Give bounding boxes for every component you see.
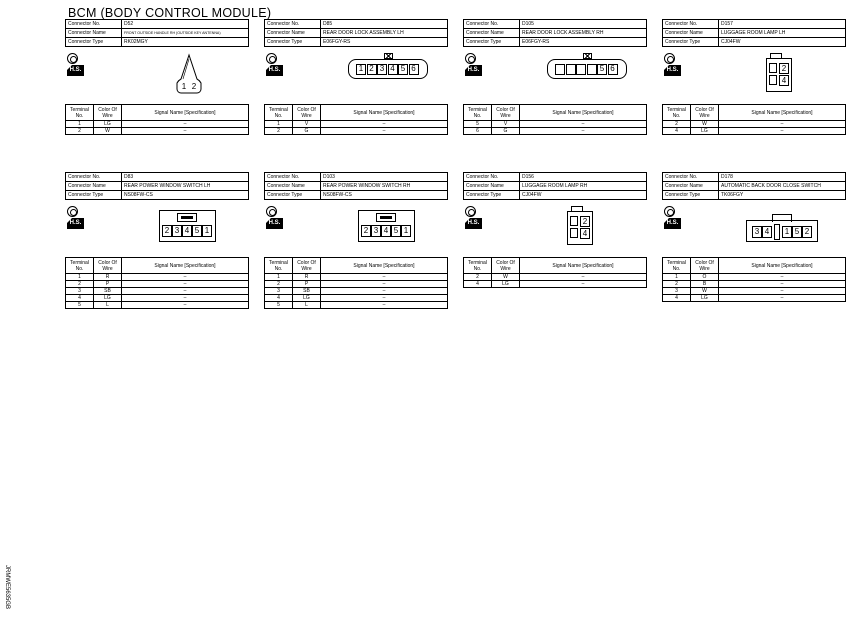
connector-no: D178	[719, 173, 846, 182]
signal-name: –	[122, 302, 249, 309]
connector-info-table	[264, 19, 448, 47]
color-of-wire-header: Color Of Wire	[691, 105, 719, 121]
connector-name-label: Connector Name	[663, 29, 719, 38]
connector-name: FRONT OUTSIDE HANDLE RH (OUTSIDE KEY ANTENNA)	[122, 29, 249, 38]
connector-no: D156	[520, 173, 647, 182]
pin-label: 2	[363, 226, 369, 235]
connector-type-label: Connector Type	[265, 38, 321, 47]
pin-label: 4	[383, 226, 389, 235]
connector-face	[169, 53, 209, 95]
terminal-row	[663, 274, 846, 281]
terminal-no-header: Terminal No.	[66, 105, 94, 121]
terminal-no: 5	[464, 121, 492, 128]
terminal-no: 1	[66, 274, 94, 281]
connector-type-label: Connector Type	[66, 191, 122, 200]
wire-color: LG	[691, 295, 719, 302]
connector-name: REAR DOOR LOCK ASSEMBLY RH	[520, 29, 647, 38]
color-of-wire-header: Color Of Wire	[492, 105, 520, 121]
hs-badge: H.S.	[266, 65, 283, 76]
connector-info-table	[65, 19, 249, 47]
wire-color: W	[691, 288, 719, 295]
harness-side-icon	[266, 53, 277, 64]
signal-name: –	[321, 295, 448, 302]
connector-type: E06FGY-RS	[520, 38, 647, 47]
wire-color: L	[293, 302, 321, 309]
wire-color: W	[691, 121, 719, 128]
pin-label: 4	[582, 229, 588, 238]
connector-type: NS08FW-CS	[122, 191, 249, 200]
terminal-no: 1	[265, 121, 293, 128]
signal-name: –	[719, 288, 846, 295]
hs-badge: H.S.	[67, 218, 84, 229]
terminal-row	[663, 121, 846, 128]
signal-name: –	[520, 121, 647, 128]
figure-code-text: JRMWE5635GB	[4, 564, 10, 609]
terminal-row	[464, 281, 647, 288]
terminal-row	[66, 302, 249, 309]
terminal-no: 2	[66, 128, 94, 135]
connector-face	[547, 59, 629, 83]
pin-label: 5	[794, 227, 800, 236]
terminal-row	[663, 128, 846, 135]
wire-color: R	[94, 274, 122, 281]
hs-badge: H.S.	[67, 65, 84, 76]
connector-name-label: Connector Name	[265, 182, 321, 191]
connector-type-label: Connector Type	[265, 191, 321, 200]
connector-no-label: Connector No.	[663, 173, 719, 182]
terminal-no: 2	[66, 281, 94, 288]
signal-name: –	[719, 128, 846, 135]
connector-info-table	[662, 19, 846, 47]
hs-symbol	[664, 53, 681, 77]
color-of-wire-header: Color Of Wire	[94, 258, 122, 274]
connector-face	[766, 53, 794, 95]
terminal-no: 3	[663, 288, 691, 295]
connector-no: D52	[122, 20, 249, 29]
pin-label: 1	[403, 226, 409, 235]
signal-name-header: Signal Name [Specification]	[321, 105, 448, 121]
pin-label: 4	[390, 64, 395, 73]
terminal-row	[464, 274, 647, 281]
color-of-wire-header: Color Of Wire	[293, 258, 321, 274]
signal-name-header: Signal Name [Specification]	[321, 258, 448, 274]
harness-side-icon	[664, 206, 675, 217]
pin-label: 4	[184, 226, 190, 235]
signal-name: –	[321, 274, 448, 281]
terminal-no: 4	[663, 295, 691, 302]
terminal-no-header: Terminal No.	[663, 258, 691, 274]
pin-label: 1	[784, 227, 790, 236]
connector-name: LUGGAGE ROOM LAMP LH	[719, 29, 846, 38]
terminal-no: 4	[464, 281, 492, 288]
signal-name-header: Signal Name [Specification]	[122, 105, 249, 121]
signal-name: –	[719, 121, 846, 128]
wire-color: LG	[94, 295, 122, 302]
connector-no: D85	[321, 20, 448, 29]
connector-block-d52	[65, 19, 249, 135]
terminal-no: 5	[66, 302, 94, 309]
harness-side-icon	[664, 53, 675, 64]
terminal-no: 4	[66, 295, 94, 302]
hs-symbol	[266, 206, 283, 230]
hs-symbol	[67, 53, 84, 77]
connector-diagram	[662, 47, 846, 104]
connector-no-label: Connector No.	[265, 20, 321, 29]
connector-diagram	[264, 200, 448, 257]
terminal-no-header: Terminal No.	[464, 258, 492, 274]
color-of-wire-header: Color Of Wire	[691, 258, 719, 274]
signal-name: –	[321, 302, 448, 309]
terminal-row	[265, 128, 448, 135]
connector-name-label: Connector Name	[265, 29, 321, 38]
hs-badge: H.S.	[664, 65, 681, 76]
signal-name-header: Signal Name [Specification]	[122, 258, 249, 274]
harness-side-icon	[67, 53, 78, 64]
wire-color: LG	[94, 121, 122, 128]
signal-name: –	[719, 281, 846, 288]
pin-label: 5	[393, 226, 399, 235]
pin-label: 3	[754, 227, 760, 236]
connector-info-table	[463, 19, 647, 47]
terminal-row	[265, 295, 448, 302]
wire-color: V	[492, 121, 520, 128]
connector-no-label: Connector No.	[265, 173, 321, 182]
figure-code	[1, 560, 11, 620]
terminal-row	[265, 302, 448, 309]
connector-type-label: Connector Type	[464, 191, 520, 200]
terminal-no: 3	[265, 288, 293, 295]
connector-no-label: Connector No.	[66, 20, 122, 29]
terminal-table	[662, 104, 846, 135]
connector-diagram	[264, 47, 448, 104]
signal-name: –	[520, 281, 647, 288]
terminal-table	[463, 257, 647, 288]
signal-name: –	[719, 274, 846, 281]
terminal-row	[663, 295, 846, 302]
pin-label: 6	[411, 64, 416, 73]
connector-name-label: Connector Name	[464, 29, 520, 38]
wire-color: LG	[293, 295, 321, 302]
signal-name: –	[122, 295, 249, 302]
wire-color: G	[492, 128, 520, 135]
terminal-row	[66, 295, 249, 302]
harness-side-icon	[465, 206, 476, 217]
terminal-no: 6	[464, 128, 492, 135]
connector-info-table	[264, 172, 448, 200]
terminal-table	[264, 257, 448, 309]
connector-face	[358, 210, 418, 244]
hs-symbol	[664, 206, 681, 230]
connector-face	[567, 206, 595, 248]
pin-label: 2	[369, 64, 374, 73]
connector-name-label: Connector Name	[464, 182, 520, 191]
pin-label: 2	[781, 64, 787, 73]
hs-badge: H.S.	[664, 218, 681, 229]
pin-label: 3	[373, 226, 379, 235]
pin-label: 1	[358, 64, 364, 73]
signal-name: –	[122, 274, 249, 281]
connector-info-table	[463, 172, 647, 200]
pin-label: 4	[781, 76, 787, 85]
signal-name-header: Signal Name [Specification]	[719, 258, 846, 274]
connector-name: AUTOMATIC BACK DOOR CLOSE SWITCH	[719, 182, 846, 191]
wire-color: LG	[691, 128, 719, 135]
connector-type-label: Connector Type	[663, 38, 719, 47]
connector-type: CJ04FW	[520, 191, 647, 200]
terminal-row	[66, 128, 249, 135]
terminal-table	[463, 104, 647, 135]
signal-name: –	[321, 288, 448, 295]
connector-diagram	[662, 200, 846, 257]
terminal-no: 4	[265, 295, 293, 302]
terminal-no: 2	[663, 281, 691, 288]
hs-symbol	[465, 53, 482, 77]
terminal-row	[66, 121, 249, 128]
terminal-no: 4	[663, 128, 691, 135]
harness-side-icon	[465, 53, 476, 64]
terminal-row	[265, 281, 448, 288]
connector-diagram	[463, 200, 647, 257]
terminal-row	[66, 274, 249, 281]
terminal-table	[65, 104, 249, 135]
connector-type: RK02MGY	[122, 38, 249, 47]
hs-badge: H.S.	[465, 65, 482, 76]
signal-name: –	[122, 288, 249, 295]
terminal-no-header: Terminal No.	[265, 258, 293, 274]
hs-badge: H.S.	[266, 218, 283, 229]
terminal-no: 1	[265, 274, 293, 281]
pin-label: 1	[204, 226, 210, 235]
connector-block-d105	[463, 19, 647, 135]
terminal-no: 2	[265, 281, 293, 288]
connector-diagram	[65, 47, 249, 104]
terminal-no-header: Terminal No.	[464, 105, 492, 121]
terminal-table	[662, 257, 846, 302]
connector-no-label: Connector No.	[464, 20, 520, 29]
connector-diagram	[463, 47, 647, 104]
terminal-table	[264, 104, 448, 135]
connector-face	[159, 210, 219, 244]
connector-name: LUGGAGE ROOM LAMP RH	[520, 182, 647, 191]
pin-label: 5	[599, 64, 605, 73]
wire-color: SB	[94, 288, 122, 295]
color-of-wire-header: Color Of Wire	[492, 258, 520, 274]
wire-color: L	[94, 302, 122, 309]
connector-block-d85	[264, 19, 448, 135]
connector-no: D103	[321, 173, 448, 182]
pin-label: 3	[174, 226, 180, 235]
connector-name: REAR POWER WINDOW SWITCH RH	[321, 182, 448, 191]
wire-color: R	[293, 274, 321, 281]
terminal-no: 5	[265, 302, 293, 309]
terminal-no: 2	[663, 121, 691, 128]
signal-name-header: Signal Name [Specification]	[719, 105, 846, 121]
terminal-row	[265, 121, 448, 128]
connector-block-d157	[662, 19, 846, 135]
connector-no: D157	[719, 20, 846, 29]
connector-name-label: Connector Name	[66, 182, 122, 191]
signal-name: –	[122, 281, 249, 288]
signal-name: –	[321, 281, 448, 288]
pin-label: 2	[804, 227, 810, 236]
connector-name-label: Connector Name	[66, 29, 122, 38]
wire-color: O	[691, 274, 719, 281]
pin-label: 2	[164, 226, 170, 235]
signal-name: –	[520, 274, 647, 281]
wire-color: W	[492, 274, 520, 281]
terminal-row	[464, 121, 647, 128]
hs-symbol	[67, 206, 84, 230]
connector-block-d103	[264, 172, 448, 309]
terminal-no: 1	[663, 274, 691, 281]
connector-type: CJ04FW	[719, 38, 846, 47]
connector-type-label: Connector Type	[464, 38, 520, 47]
connector-type: NS08FW-CS	[321, 191, 448, 200]
wire-color: V	[293, 121, 321, 128]
connector-name: REAR POWER WINDOW SWITCH LH	[122, 182, 249, 191]
connector-type-label: Connector Type	[663, 191, 719, 200]
connector-no-label: Connector No.	[464, 173, 520, 182]
connector-block-d178	[662, 172, 846, 302]
pin-label: 4	[764, 227, 770, 236]
terminal-no-header: Terminal No.	[66, 258, 94, 274]
signal-name-header: Signal Name [Specification]	[520, 105, 647, 121]
pin-label: 5	[400, 64, 406, 73]
terminal-table	[65, 257, 249, 309]
connector-type: E06FGY-RS	[321, 38, 448, 47]
connector-name-label: Connector Name	[663, 182, 719, 191]
page-title: BCM (BODY CONTROL MODULE)	[68, 6, 272, 20]
connector-type-label: Connector Type	[66, 38, 122, 47]
terminal-no: 3	[66, 288, 94, 295]
connector-no-label: Connector No.	[663, 20, 719, 29]
terminal-no: 1	[66, 121, 94, 128]
signal-name: –	[520, 128, 647, 135]
connector-diagram	[65, 200, 249, 257]
signal-name: –	[122, 121, 249, 128]
connector-name: REAR DOOR LOCK ASSEMBLY LH	[321, 29, 448, 38]
harness-side-icon	[67, 206, 78, 217]
connector-face	[746, 214, 820, 244]
terminal-row	[663, 288, 846, 295]
connector-info-table	[662, 172, 846, 200]
hs-badge: H.S.	[465, 218, 482, 229]
signal-name-header: Signal Name [Specification]	[520, 258, 647, 274]
pin-label: 3	[379, 64, 385, 73]
hs-symbol	[266, 53, 283, 77]
wire-color: LG	[492, 281, 520, 288]
terminal-row	[66, 288, 249, 295]
connector-block-d83	[65, 172, 249, 309]
wire-color: B	[691, 281, 719, 288]
pin-label: 2	[191, 82, 197, 91]
terminal-no-header: Terminal No.	[663, 105, 691, 121]
wire-color: P	[94, 281, 122, 288]
pin-label: 2	[582, 217, 588, 226]
pin-label: 5	[194, 226, 200, 235]
connector-no: D83	[122, 173, 249, 182]
harness-side-icon	[266, 206, 277, 217]
terminal-row	[464, 128, 647, 135]
terminal-row	[265, 274, 448, 281]
wire-color: P	[293, 281, 321, 288]
terminal-row	[265, 288, 448, 295]
color-of-wire-header: Color Of Wire	[94, 105, 122, 121]
pin-label: 1	[181, 82, 187, 91]
signal-name: –	[719, 295, 846, 302]
terminal-no: 2	[464, 274, 492, 281]
wire-color: G	[293, 128, 321, 135]
terminal-row	[66, 281, 249, 288]
wire-color: W	[94, 128, 122, 135]
connector-info-table	[65, 172, 249, 200]
signal-name: –	[321, 128, 448, 135]
pin-label: 6	[610, 64, 615, 73]
connector-type: TK06FGY	[719, 191, 846, 200]
signal-name: –	[122, 128, 249, 135]
terminal-row	[663, 281, 846, 288]
hs-symbol	[465, 206, 482, 230]
terminal-no: 2	[265, 128, 293, 135]
connector-no: D105	[520, 20, 647, 29]
signal-name: –	[321, 121, 448, 128]
connector-face	[348, 59, 430, 83]
connector-no-label: Connector No.	[66, 173, 122, 182]
terminal-no-header: Terminal No.	[265, 105, 293, 121]
connector-block-d156	[463, 172, 647, 288]
wire-color: SB	[293, 288, 321, 295]
color-of-wire-header: Color Of Wire	[293, 105, 321, 121]
